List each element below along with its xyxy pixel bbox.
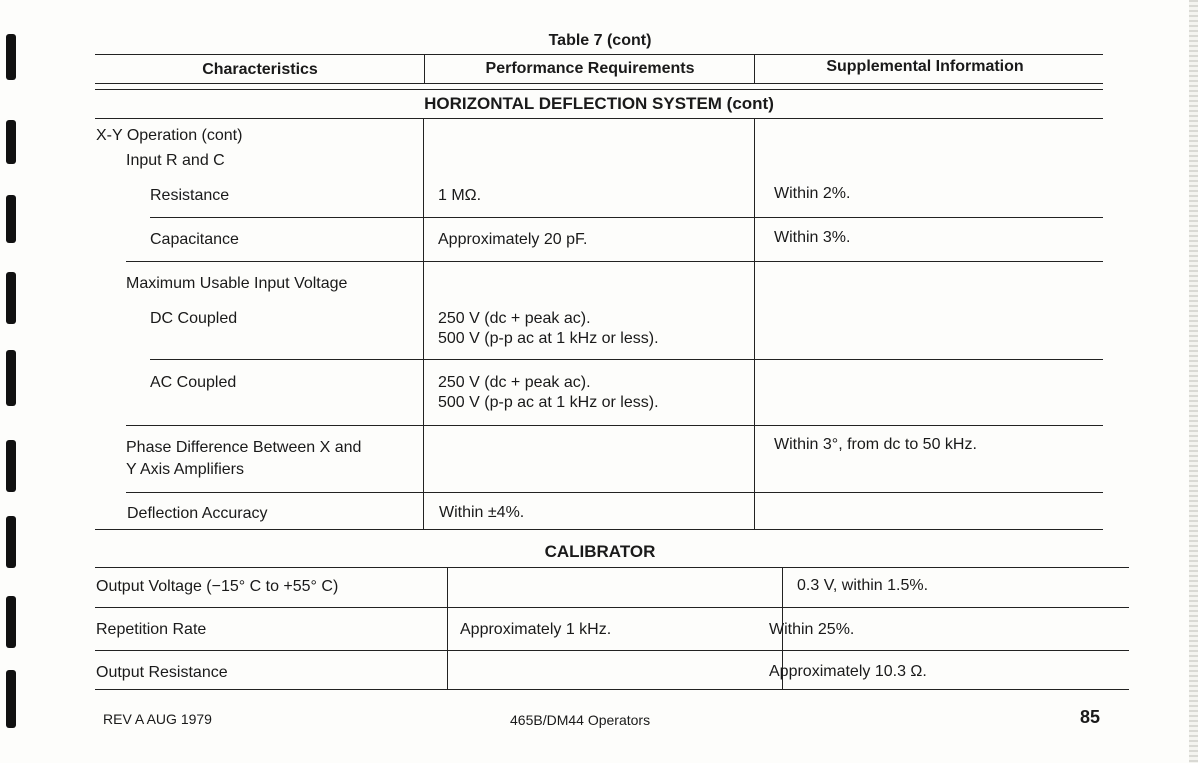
rule bbox=[423, 118, 424, 529]
rule bbox=[95, 83, 1103, 84]
footer-manual: 465B/DM44 Operators bbox=[510, 712, 651, 728]
header-supplemental: Supplemental Information bbox=[826, 58, 1024, 75]
row-capacitance-supp: Within 3%. bbox=[774, 229, 851, 246]
row-resistance-char: Resistance bbox=[150, 187, 230, 204]
row-dc-perf2: 500 V (p-p ac at 1 kHz or less). bbox=[438, 330, 659, 347]
row-repetition-perf: Approximately 1 kHz. bbox=[460, 621, 612, 638]
rule bbox=[150, 359, 1103, 360]
rule bbox=[754, 118, 755, 529]
binder-mark bbox=[6, 440, 16, 492]
rule bbox=[126, 492, 1103, 493]
row-deflection-char: Deflection Accuracy bbox=[127, 505, 268, 522]
binder-mark bbox=[6, 120, 16, 164]
rule bbox=[95, 529, 1103, 530]
section-heading-horizontal: HORIZONTAL DEFLECTION SYSTEM (cont) bbox=[424, 94, 774, 113]
rule bbox=[126, 261, 1103, 262]
row-capacitance-perf: Approximately 20 pF. bbox=[438, 231, 588, 248]
rule bbox=[126, 425, 1103, 426]
binder-mark bbox=[6, 350, 16, 406]
row-deflection-perf: Within ±4%. bbox=[439, 504, 525, 521]
row-phase-supp: Within 3°, from dc to 50 kHz. bbox=[774, 436, 977, 453]
row-output-voltage-supp: 0.3 V, within 1.5%. bbox=[797, 577, 929, 594]
rule bbox=[95, 689, 1129, 690]
row-resistance-perf: 1 MΩ. bbox=[438, 187, 482, 204]
row-phase-char2: Y Axis Amplifiers bbox=[126, 461, 244, 478]
binder-mark bbox=[6, 195, 16, 243]
row-resistance-supp: Within 2%. bbox=[774, 185, 851, 202]
binder-mark bbox=[6, 596, 16, 648]
row-capacitance-char: Capacitance bbox=[150, 231, 239, 248]
header-characteristics: Characteristics bbox=[202, 61, 318, 78]
row-ac-perf1: 250 V (dc + peak ac). bbox=[438, 374, 591, 391]
header-performance: Performance Requirements bbox=[485, 60, 695, 77]
rule bbox=[95, 567, 1129, 568]
binder-mark bbox=[6, 516, 16, 568]
binder-mark bbox=[6, 670, 16, 728]
page-number: 85 bbox=[1080, 707, 1101, 727]
rule bbox=[447, 567, 448, 689]
row-ac-perf2: 500 V (p-p ac at 1 kHz or less). bbox=[438, 394, 659, 411]
rule bbox=[95, 89, 1103, 90]
row-ac-char: AC Coupled bbox=[150, 374, 237, 391]
row-max-input: Maximum Usable Input Voltage bbox=[126, 275, 348, 292]
page-edge bbox=[1189, 0, 1198, 763]
binder-mark bbox=[6, 34, 16, 80]
table-title: Table 7 (cont) bbox=[548, 32, 652, 49]
row-dc-char: DC Coupled bbox=[150, 310, 238, 327]
row-phase-char1: Phase Difference Between X and bbox=[126, 439, 362, 456]
binder-mark bbox=[6, 272, 16, 324]
row-output-resistance-char: Output Resistance bbox=[96, 664, 228, 681]
row-xy-operation: X-Y Operation (cont) bbox=[96, 127, 243, 144]
rule bbox=[95, 650, 1129, 651]
row-dc-perf1: 250 V (dc + peak ac). bbox=[438, 310, 591, 327]
rule bbox=[150, 217, 1103, 218]
row-input-rc: Input R and C bbox=[126, 152, 225, 169]
row-output-voltage-char: Output Voltage (−15° C to +55° C) bbox=[96, 578, 339, 595]
rule bbox=[424, 54, 425, 83]
row-output-resistance-supp: Approximately 10.3 Ω. bbox=[769, 663, 927, 680]
rule bbox=[95, 118, 1103, 119]
footer-revision: REV A AUG 1979 bbox=[103, 711, 212, 727]
rule bbox=[95, 607, 1129, 608]
row-repetition-supp: Within 25%. bbox=[769, 621, 855, 638]
rule bbox=[95, 54, 1103, 55]
section-heading-calibrator: CALIBRATOR bbox=[544, 542, 656, 561]
row-repetition-char: Repetition Rate bbox=[96, 621, 207, 638]
rule bbox=[754, 54, 755, 83]
